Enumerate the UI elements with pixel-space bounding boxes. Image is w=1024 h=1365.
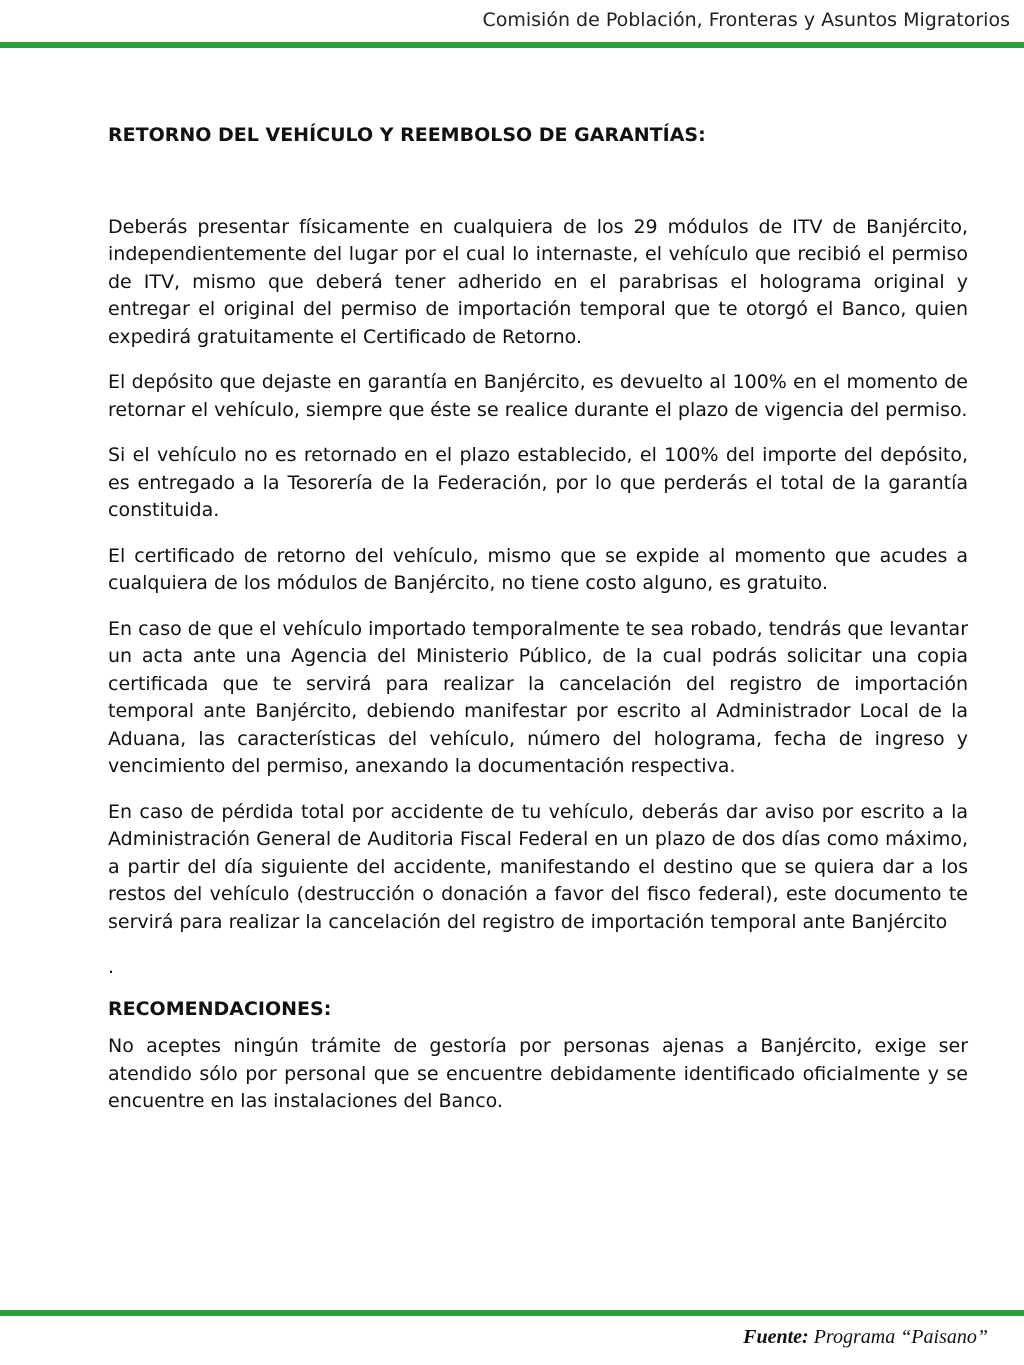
paragraph-deposit-refund: El depósito que dejaste en garantía en Banjército, es devuelto al 100% en el momento de retornar el vehículo, siempre que éste se realice durante el plazo de vigencia del permiso.: [108, 371, 968, 421]
paragraph-return-vehicle: Deberás presentar físicamente en cualquiera de los 29 módulos de ITV de Banjército, independientemente del lugar por el cual lo internaste, el vehículo que recibió el permiso de ITV, mismo que deberá tener adherido en el parabrisas el holograma original y entregar el original del permiso de importación temporal que te otorgó el Banco, quien expedirá gratuitamente el Certificado de Retorno.: [108, 215, 968, 348]
stray-dot: .: [108, 956, 115, 978]
footer-divider: [0, 1310, 1024, 1316]
header-divider: [0, 42, 1024, 48]
footer-source-value: Programa “Paisano”: [813, 1326, 988, 1348]
document-body: [108, 122, 968, 1134]
page-header-title: Comisión de Población, Fronteras y Asuntos Migratorios: [482, 9, 1010, 31]
footer-source: [743, 1326, 988, 1349]
paragraph-recommendation: No aceptes ningún trámite de gestoría por personas ajenas a Banjército, exige ser atendido sólo por personal que se encuentre debidamente identificado oficialmente y se encuentre en las instalaciones del Banco.: [108, 1035, 968, 1112]
footer-source-label: Fuente:: [743, 1326, 809, 1348]
paragraph-return-certificate: El certificado de retorno del vehículo, mismo que se expide al momento que acudes a cualquiera de los módulos de Banjército, no tiene costo alguno, es gratuito.: [108, 544, 968, 594]
section-heading: RETORNO DEL VEHÍCULO Y REEMBOLSO DE GARANTÍAS:: [108, 124, 706, 146]
paragraph-total-loss: En caso de pérdida total por accidente de tu vehículo, deberás dar aviso por escrito a la Administración General de Auditoria Fiscal Federal en un plazo de dos días como máximo, a partir del día siguiente del accidente, manifestando el destino que se quiera dar a los restos del vehículo (destrucción o donación a favor del fisco federal), este documento te servirá para realizar la cancelación del registro de importación temporal ante Banjército: [108, 800, 968, 933]
recommendations-heading: RECOMENDACIONES:: [108, 997, 332, 1020]
paragraph-deposit-forfeit: Si el vehículo no es retornado en el plazo establecido, el 100% del importe del depósito, es entregado a la Tesorería de la Federación, por lo que perderás el total de la garantía constituida.: [108, 444, 968, 521]
paragraph-stolen-vehicle: En caso de que el vehículo importado temporalmente te sea robado, tendrás que levantar un acta ante una Agencia del Ministerio Público, de la cual podrás solicitar una copia certificada que te servirá para realizar la cancelación del registro de importación temporal ante Banjército, debiendo manifestar por escrito al Administrador Local de la Aduana, las características del vehículo, número del holograma, fecha de ingreso y vencimiento del permiso, anexando la documentación respectiva.: [108, 617, 968, 777]
